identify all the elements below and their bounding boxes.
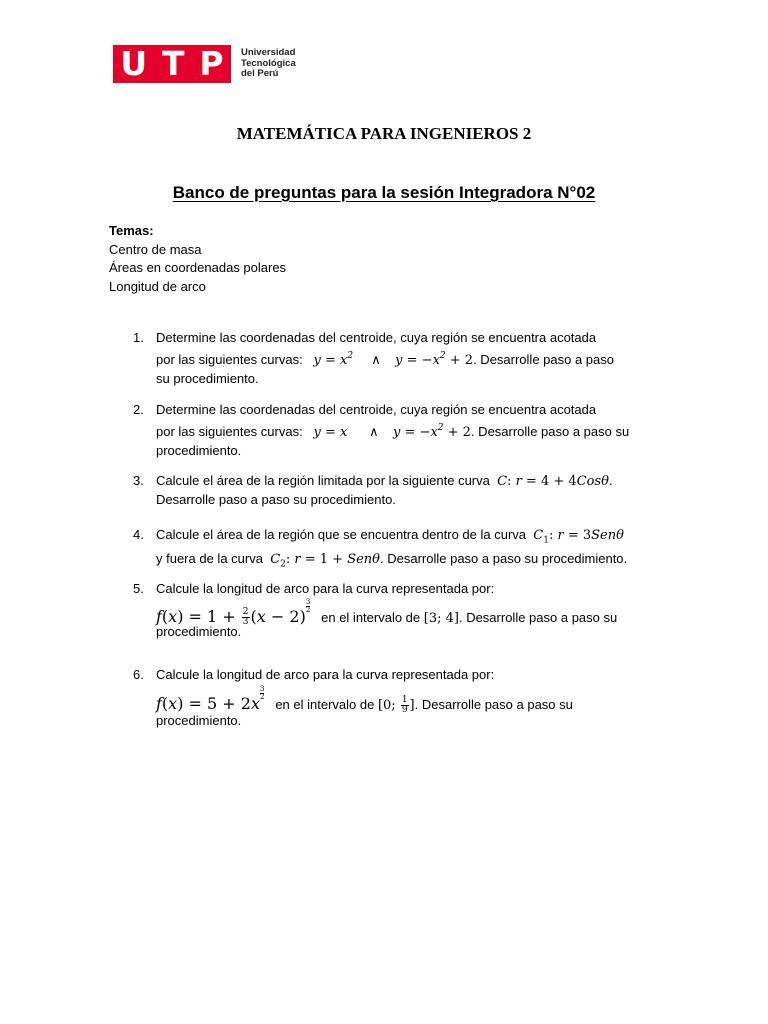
question-line xyxy=(156,472,613,491)
question-line xyxy=(156,598,618,627)
question-line xyxy=(156,347,614,370)
course-title: MATEMÁTICA PARA INGENIEROS 2 xyxy=(236,124,532,143)
topic-item: Centro de masa xyxy=(109,241,202,257)
math-formula: y = x xyxy=(313,425,348,440)
question-number: 5. xyxy=(133,581,144,596)
question-line: su procedimiento. xyxy=(156,371,259,386)
document-subtitle xyxy=(0,183,768,203)
logo-text-line: Tecnológica xyxy=(241,57,296,69)
math-formula: f(x) = 1 + $\frac{2}{3}$ (x − 2) $\frac{3}{2}$ xyxy=(156,598,311,627)
math-formula: $y = x^2$ xyxy=(313,351,354,368)
logo-text xyxy=(241,48,296,80)
question-text: por las siguientes curvas: xyxy=(156,352,303,367)
question-line: Calcule la longitud de arco para la curva representada por: xyxy=(156,581,495,596)
logo-letter-u: U xyxy=(120,44,148,83)
question-line xyxy=(156,526,627,550)
question-line: Determine las coordenadas del centroide, cuya región se encuentra acotada xyxy=(156,330,597,345)
question-body xyxy=(156,580,617,641)
question-text: en el intervalo de xyxy=(275,697,375,712)
question-line: Desarrolle paso a paso su procedimiento. xyxy=(156,492,396,507)
fraction-exponent: $\frac{3}{2}$ xyxy=(260,685,265,701)
question-text: . xyxy=(608,473,613,488)
logo-text-line: del Perú xyxy=(241,68,279,80)
question-text: . Desarrolle paso a paso su xyxy=(458,610,618,625)
question-text: . Desarrolle paso a paso su xyxy=(414,697,573,712)
topics-heading: Temas: xyxy=(109,223,154,238)
question-body xyxy=(156,472,613,509)
math-formula: $C_2$: r = 1 + Senθ xyxy=(270,551,381,570)
fraction: $\frac{2}{3}$ xyxy=(242,607,249,627)
question-text: . Desarrolle paso a paso su xyxy=(470,424,630,439)
logo-letter-t: T xyxy=(162,44,185,83)
question-number: 3. xyxy=(133,473,144,488)
question-text: Calcule el área de la región que se encuentra dentro de la curva xyxy=(156,527,527,542)
question-line: Determine las coordenadas del centroide, cuya región se encuentra acotada xyxy=(156,402,597,417)
question-text: y fuera de la curva xyxy=(156,550,263,566)
interval: [3; 4] xyxy=(423,611,459,626)
subtitle-text: Banco de preguntas para la sesión Integradora N°02 xyxy=(172,183,596,202)
logo-letter-p: P xyxy=(199,44,224,83)
question-line xyxy=(156,685,573,715)
question-body xyxy=(156,401,629,460)
question-line: procedimiento. xyxy=(156,443,242,458)
topics-section xyxy=(109,222,286,296)
math-formula: $C_1$: r = 3Senθ xyxy=(533,528,624,546)
question-number: 2. xyxy=(133,402,144,417)
question-text: . Desarrolle paso a paso xyxy=(473,352,614,367)
question-line: procedimiento. xyxy=(156,624,242,639)
question-text: por las siguientes curvas: xyxy=(156,424,303,439)
math-formula: C: r = 4 + 4Cosθ xyxy=(497,474,609,489)
math-formula: $y = -x^2 + 2$ xyxy=(393,423,471,440)
question-line: procedimiento. xyxy=(156,713,242,728)
question-text: en el intervalo de xyxy=(321,610,421,625)
question-line: Calcule la longitud de arco para la curva representada por: xyxy=(156,667,495,682)
question-text: Calcule el área de la región limitada por la siguiente curva xyxy=(156,473,490,488)
math-formula: $y = -x^2 + 2$ xyxy=(395,351,474,368)
and-symbol: ∧ xyxy=(369,424,379,439)
question-body xyxy=(156,526,627,573)
question-line xyxy=(156,550,627,574)
logo-text-line: Universidad xyxy=(241,47,296,59)
interval: [0; $\frac{1}{9}$ ] xyxy=(377,695,415,715)
math-formula: f(x) = 5 + 2x $\frac{3}{2}$ xyxy=(156,685,265,713)
topic-item: Áreas en coordenadas polares xyxy=(109,260,287,275)
question-body xyxy=(156,329,614,388)
topic-item: Longitud de arco xyxy=(109,278,206,294)
question-text: . Desarrolle paso a paso su procedimiento. xyxy=(380,550,628,566)
question-body xyxy=(156,666,573,730)
and-symbol: ∧ xyxy=(371,352,381,367)
question-number: 1. xyxy=(133,330,144,345)
question-number: 4. xyxy=(133,527,144,542)
utp-logo-mark xyxy=(113,45,231,83)
question-line xyxy=(156,419,629,442)
question-number: 6. xyxy=(133,667,144,682)
fraction-exponent: $\frac{3}{2}$ xyxy=(305,598,311,614)
fraction: $\frac{1}{9}$ xyxy=(401,695,408,715)
utp-logo xyxy=(113,45,296,83)
